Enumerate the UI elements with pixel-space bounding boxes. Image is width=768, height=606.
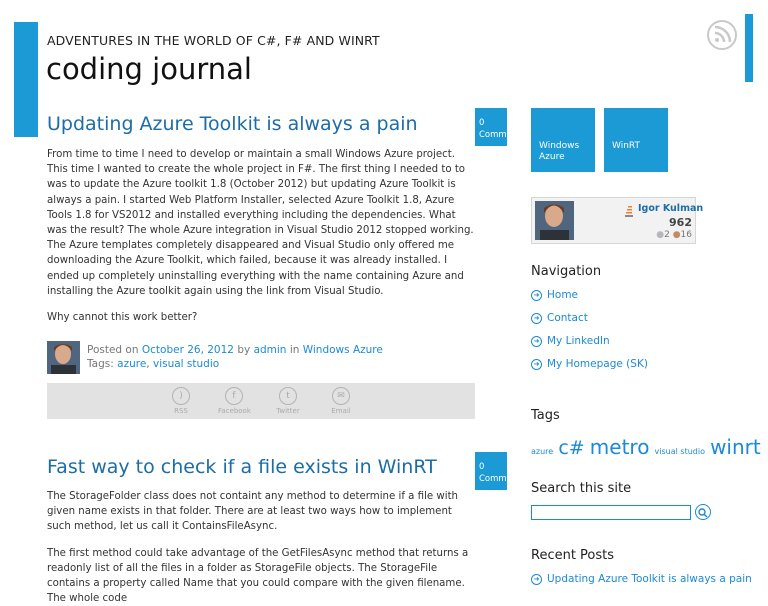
share-facebook-button[interactable]	[218, 387, 250, 415]
share-twitter-button[interactable]	[272, 387, 304, 415]
search-button[interactable]	[695, 504, 711, 520]
arrow-right-icon: ➜	[531, 313, 542, 324]
nav-item-contact[interactable]	[531, 312, 588, 324]
profile-name[interactable]: Igor Kulman	[638, 203, 704, 214]
left-accent-bar	[14, 22, 38, 137]
profile-avatar	[535, 201, 574, 240]
share-twitter-label: Twitter	[276, 407, 300, 415]
author-avatar-image	[47, 341, 80, 374]
post-1-comments-count: 0	[479, 118, 485, 128]
post-2-paragraph-2: The first method could take advantage of the GetFilesAsync method that returns a readonly list of all the files in a folder as StorageFile objects. The StorageFile contains a property called Name that you could compare with the given filename. The whole code	[47, 547, 469, 605]
share-rss-button[interactable]	[165, 387, 197, 415]
post-2-title[interactable]: Fast way to check if a file exists in WinRT	[47, 456, 437, 478]
rss-icon[interactable]	[707, 20, 737, 50]
post-1-title[interactable]: Updating Azure Toolkit is always a pain	[47, 113, 418, 135]
arrow-right-icon: ➜	[531, 359, 542, 370]
nav-item-linkedin[interactable]	[531, 335, 610, 347]
post-2-comments-tile[interactable]	[475, 452, 507, 490]
search-icon	[696, 506, 710, 520]
profile-avatar-image	[535, 201, 574, 240]
tag-azure[interactable]: azure	[531, 447, 554, 456]
navigation-title: Navigation	[531, 264, 602, 279]
tag-csharp[interactable]: c#	[558, 437, 585, 459]
tags-title: Tags	[531, 408, 560, 423]
tag-cloud	[531, 435, 761, 459]
twitter-icon: t	[279, 387, 297, 405]
posted-on-label: Posted on	[87, 344, 139, 356]
arrow-right-icon: ➜	[531, 336, 542, 347]
share-facebook-label: Facebook	[218, 407, 251, 415]
stack-icon	[624, 203, 634, 215]
post-1-comments-tile[interactable]	[475, 108, 507, 146]
profile-badges	[656, 230, 692, 240]
post-1-tags-line	[87, 358, 219, 370]
post-1-comments-label: Comm	[479, 130, 507, 140]
post-1	[47, 113, 475, 325]
post-1-meta-line	[87, 344, 383, 356]
nav-item-label: Home	[547, 289, 579, 301]
recent-posts-title: Recent Posts	[531, 548, 615, 563]
post-1-category-link[interactable]: Windows Azure	[302, 344, 383, 356]
bronze-badge-icon: ●	[672, 230, 681, 240]
profile-reputation: 962	[669, 216, 692, 229]
post-2	[47, 456, 475, 606]
author-avatar	[47, 341, 80, 374]
arrow-right-icon: ➜	[531, 574, 542, 585]
arrow-right-icon: ➜	[531, 290, 542, 301]
blog-title[interactable]: coding journal	[46, 52, 252, 86]
tag-metro[interactable]: metro	[589, 435, 650, 459]
post-1-tag-visual-studio[interactable]: visual studio	[152, 358, 220, 370]
in-label: in	[289, 344, 300, 356]
search-title: Search this site	[531, 481, 632, 496]
facebook-icon: f	[225, 387, 243, 405]
blog-tagline: ADVENTURES IN THE WORLD OF C#, F# AND WINRT	[47, 33, 380, 48]
stack-icon-glyph	[624, 206, 634, 218]
profile-badge[interactable]	[531, 197, 704, 244]
tag-visual-studio[interactable]: visual studio	[654, 447, 705, 456]
post-1-paragraph-1: From time to time I need to develop or maintain a small Windows Azure project. This time I wanted to create the whole project in F#. The first thing I needed to to was to update the Azure toolkit 1.8 (October 2012) but updating Azure Toolkit is always a pain. I started Web Platform Installer, selected Azure Toolkit 1.8, Azure Tools 1.8 for VS2012 and installed everything including the dependencies. What was the result? The whole Azure integration in Visual Studio 2012 stopped working. The Azure templates completely disappeared and Visual Studio only offered me downloading the Azure Toolkit, which failed, because it was already installed. I ended up completely uninstalling everything with the name containing Azure and installing the Azure toolkit again using the link from Visual Studio.	[47, 149, 474, 297]
post-1-date-link[interactable]: October 26, 2012	[141, 344, 234, 356]
nav-item-label: My LinkedIn	[547, 335, 610, 347]
silver-badge-icon: ●	[656, 230, 665, 240]
email-icon: ✉	[332, 387, 350, 405]
post-1-paragraph-2: Why cannot this work better?	[47, 312, 198, 324]
post-2-comments-label: Comm	[479, 474, 507, 484]
category-tile-line-1: WinRT	[612, 141, 641, 151]
category-tile-line-2: Azure	[539, 152, 565, 162]
bronze-badge-count: 16	[680, 230, 692, 240]
post-1-tag-azure[interactable]: azure	[117, 358, 147, 370]
right-accent-bar	[745, 14, 753, 82]
post-1-body	[47, 147, 475, 325]
category-tile-windows-azure[interactable]	[531, 108, 595, 172]
tags-label: Tags:	[87, 358, 114, 370]
post-2-paragraph-1: The StorageFolder class does not containt any method to determine if a file with given name exists in that folder. There are at least two ways how to implement such method, let us call it ContainsFileAsync.	[47, 491, 459, 533]
nav-item-label: My Homepage (SK)	[547, 358, 648, 370]
search-input[interactable]	[531, 505, 691, 520]
recent-post-item[interactable]	[531, 573, 752, 585]
share-email-label: Email	[331, 407, 351, 415]
share-rss-label: RSS	[174, 407, 188, 415]
by-label: by	[237, 344, 251, 356]
category-tile-winrt[interactable]	[604, 108, 668, 172]
nav-item-homepage[interactable]	[531, 358, 648, 370]
post-1-author-link[interactable]: admin	[253, 344, 287, 356]
post-2-comments-count: 0	[479, 462, 485, 472]
share-email-button[interactable]	[325, 387, 357, 415]
rss-icon: )	[172, 387, 190, 405]
category-tile-line-1: Windows	[539, 141, 580, 151]
nav-item-home[interactable]	[531, 289, 578, 301]
tag-winrt[interactable]: winrt	[710, 435, 761, 459]
rss-icon-glyph	[709, 22, 735, 48]
post-2-body	[47, 489, 475, 606]
tag-separator: ,	[146, 358, 150, 370]
recent-post-label: Updating Azure Toolkit is always a pain	[547, 573, 752, 585]
nav-item-label: Contact	[547, 312, 588, 324]
share-bar	[47, 383, 475, 419]
silver-badge-count: 2	[664, 230, 670, 240]
